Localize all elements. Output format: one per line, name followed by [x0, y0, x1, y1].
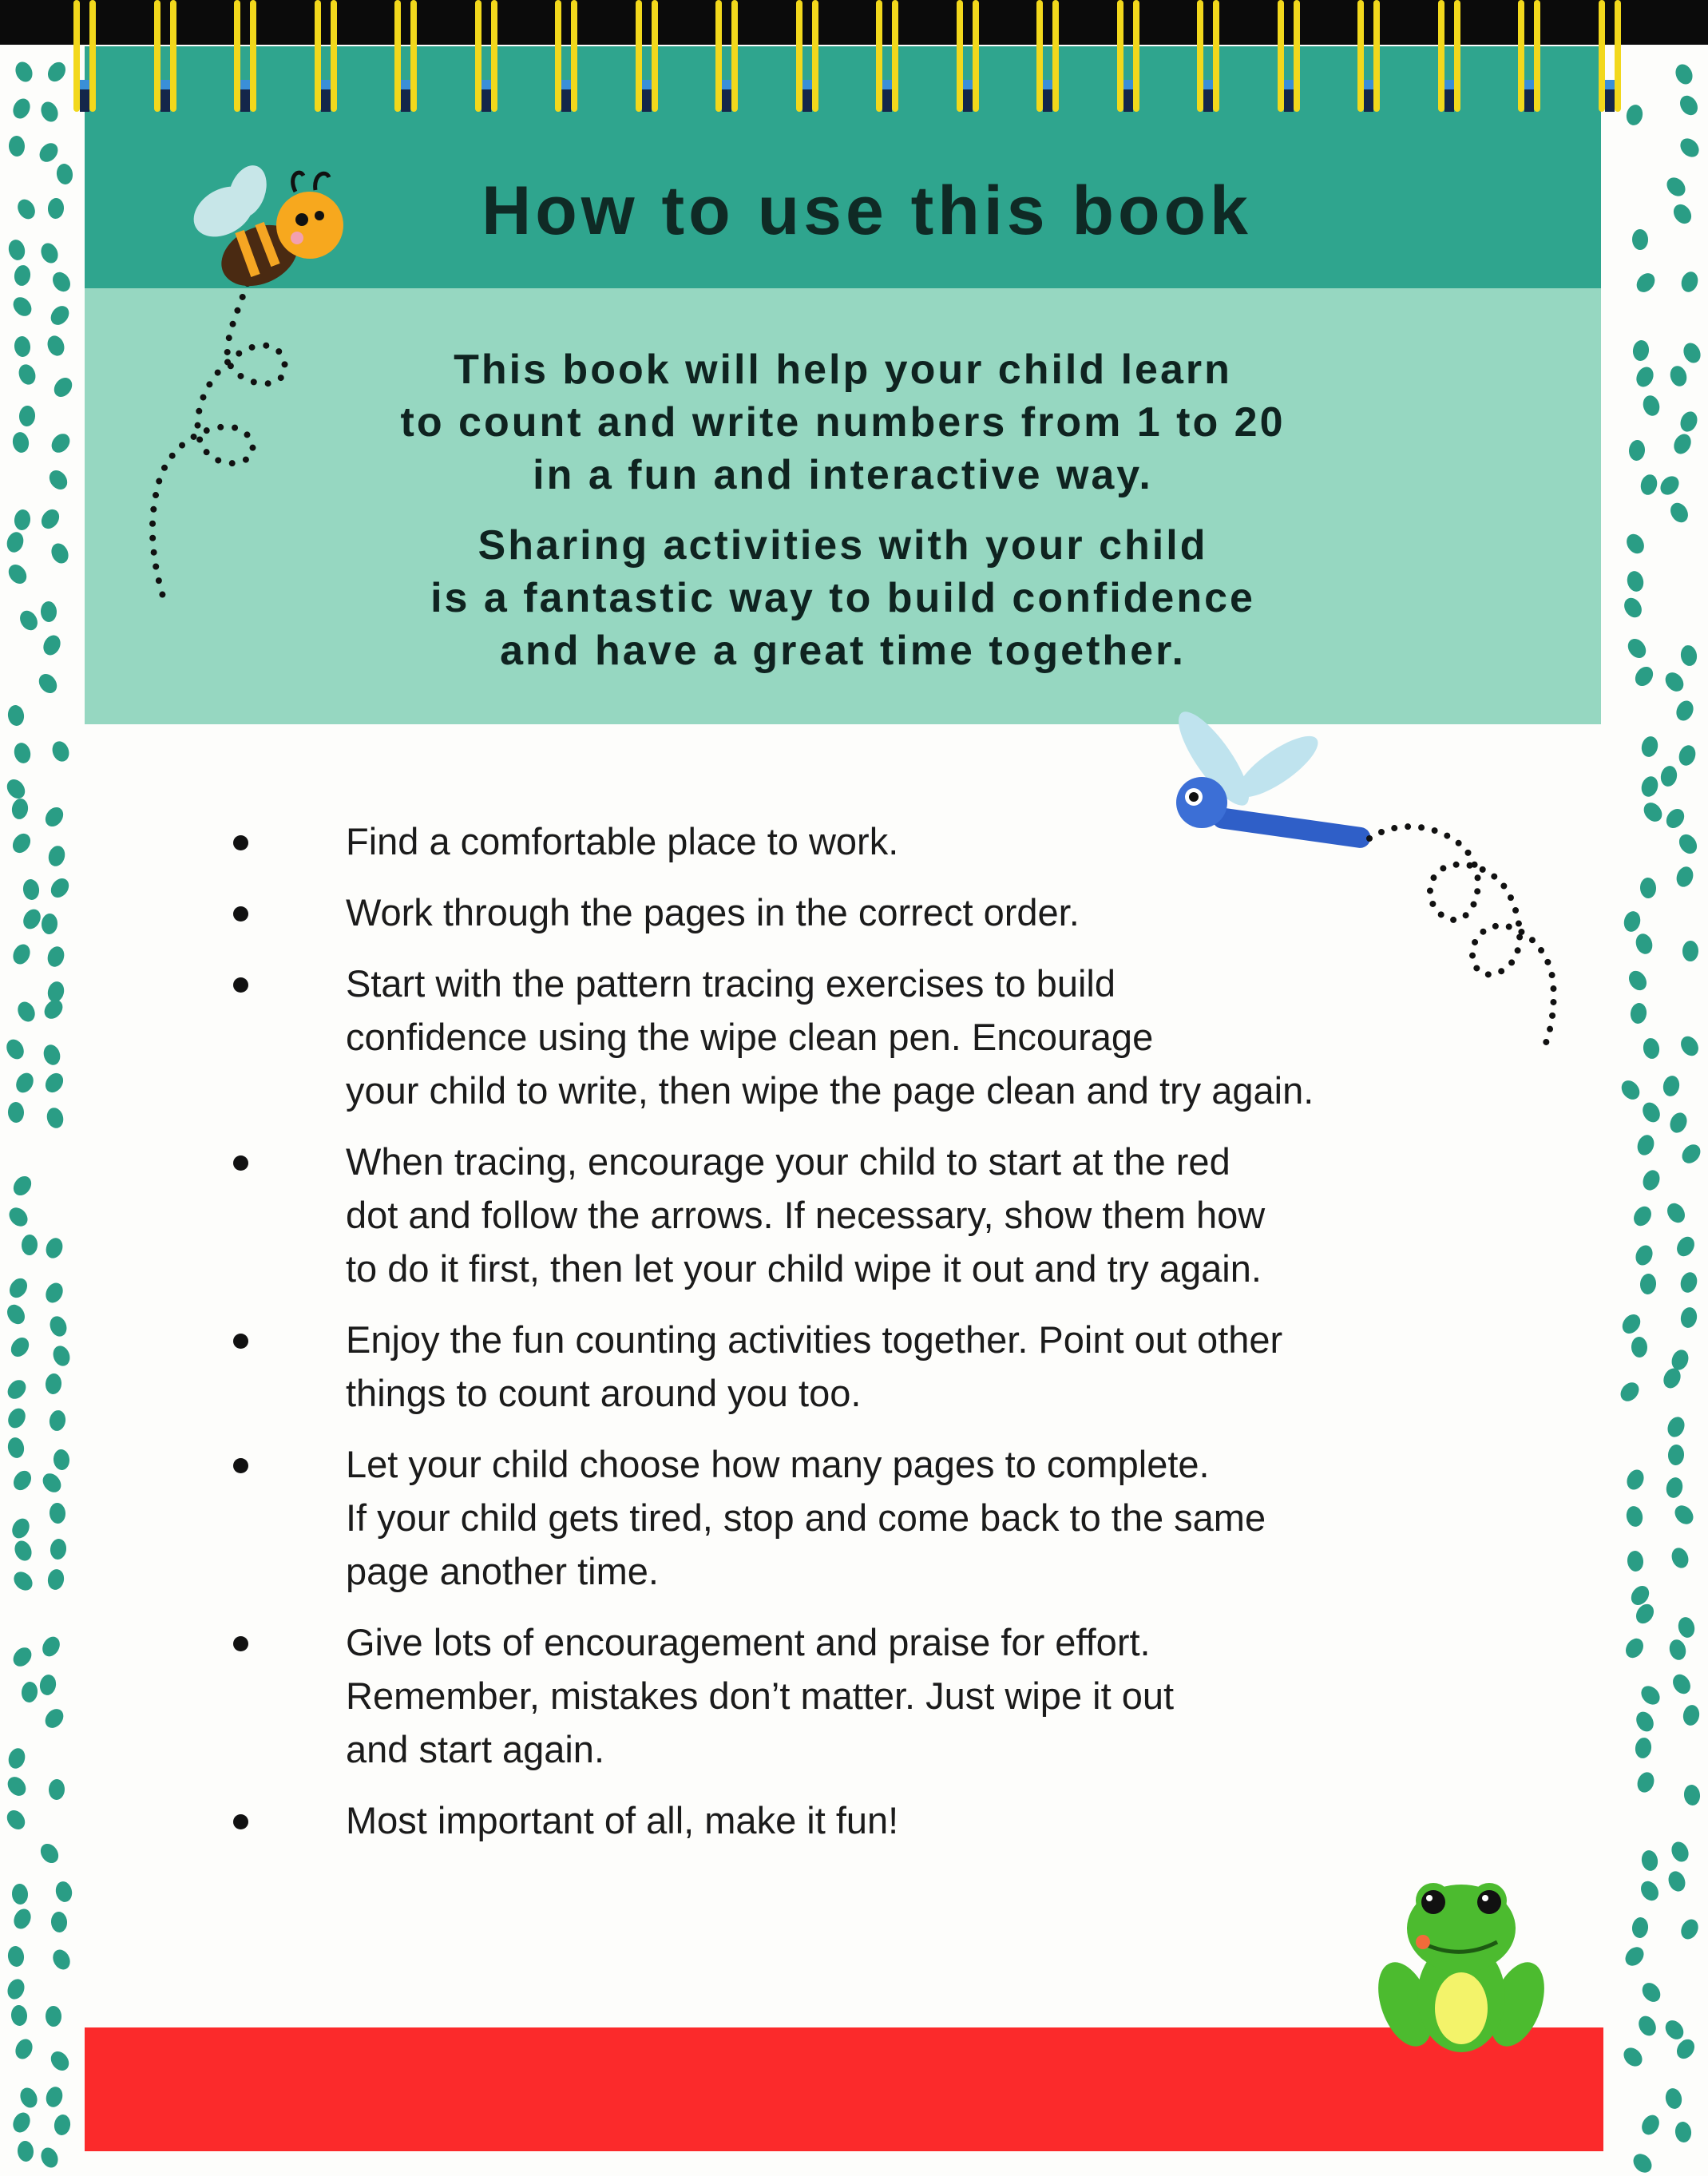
- border-dot: [19, 405, 37, 426]
- border-dot: [1670, 431, 1694, 457]
- border-dot: [1677, 93, 1702, 119]
- border-dot: [1678, 1306, 1698, 1330]
- border-dot: [1679, 270, 1701, 295]
- dragonfly-icon: [1150, 703, 1597, 1070]
- border-dot: [1622, 1944, 1647, 1970]
- border-dot: [47, 1314, 69, 1339]
- border-dot: [1631, 1203, 1655, 1229]
- border-dot: [10, 830, 34, 857]
- list-item-text: Remember, mistakes don’t matter. Just wipe it out: [346, 1675, 1175, 1717]
- border-dot: [9, 136, 26, 157]
- list-item-text: When tracing, encourage your child to start at the red: [346, 1140, 1230, 1183]
- bullet-dot-icon: [233, 1636, 248, 1651]
- border-dot: [1639, 774, 1661, 799]
- border-dot: [49, 1538, 67, 1560]
- border-dot: [1680, 340, 1703, 366]
- border-dot: [14, 999, 38, 1025]
- border-dot: [46, 1568, 65, 1591]
- border-dot: [1666, 1638, 1687, 1663]
- border-dot: [42, 803, 67, 830]
- border-dot: [7, 704, 26, 727]
- border-dot: [1674, 864, 1696, 889]
- border-dot: [46, 844, 67, 869]
- border-dot: [4, 530, 26, 555]
- border-dot: [1631, 1916, 1650, 1939]
- bullet-dot-icon: [233, 1334, 248, 1349]
- border-dot: [5, 1976, 28, 2002]
- border-dot: [1664, 1414, 1687, 1440]
- border-dot: [1624, 1467, 1647, 1492]
- border-dot: [50, 375, 76, 401]
- border-dot: [1659, 764, 1679, 788]
- border-dot: [1678, 1140, 1704, 1167]
- border-dot: [16, 362, 38, 386]
- border-dot: [13, 264, 32, 287]
- border-dot: [1663, 1200, 1688, 1227]
- border-dot: [11, 1884, 29, 1905]
- bullet-dot-icon: [233, 1155, 248, 1171]
- list-item: [224, 1135, 1581, 1295]
- border-dot: [50, 1947, 73, 1972]
- border-dot: [43, 1235, 65, 1260]
- border-dot: [1679, 644, 1698, 668]
- border-dot: [1667, 1445, 1685, 1466]
- border-dot: [1634, 364, 1657, 390]
- border-dot: [1635, 1132, 1657, 1157]
- border-dot: [50, 739, 72, 763]
- border-dot: [48, 2048, 73, 2075]
- border-dot: [47, 197, 65, 219]
- border-dot: [55, 163, 73, 186]
- border-dot: [1639, 473, 1659, 497]
- frog-icon: [1373, 1869, 1549, 2060]
- border-dot: [9, 1644, 34, 1671]
- border-dot: [22, 878, 41, 901]
- bullet-dot-icon: [233, 977, 248, 993]
- border-dot: [1673, 1233, 1698, 1259]
- border-dot: [45, 1106, 65, 1131]
- border-dot: [1632, 339, 1651, 362]
- border-dot: [21, 1234, 38, 1255]
- border-dot: [1627, 1550, 1645, 1572]
- bullet-dot-icon: [233, 1458, 248, 1473]
- list-item: [224, 1615, 1581, 1776]
- border-dot: [7, 1945, 26, 1968]
- border-dot: [1677, 135, 1703, 161]
- border-dot: [42, 1070, 66, 1096]
- border-dot: [45, 333, 67, 359]
- list-item: [224, 1794, 1581, 1847]
- border-dot: [5, 561, 30, 587]
- border-dot: [41, 600, 57, 622]
- border-dot: [1625, 104, 1645, 128]
- border-dot: [3, 1807, 29, 1833]
- border-dot: [49, 1502, 66, 1524]
- border-dot: [1633, 1709, 1657, 1734]
- border-dot: [1682, 1703, 1702, 1726]
- list-item-text: your child to write, then wipe the page clean and try again.: [346, 1069, 1314, 1112]
- border-dot: [44, 2085, 65, 2110]
- border-dot: [10, 293, 35, 319]
- border-dot: [38, 240, 61, 266]
- border-dot: [41, 997, 66, 1023]
- border-dot: [46, 2005, 61, 2026]
- border-dot: [11, 1906, 34, 1932]
- border-dot: [1676, 743, 1698, 768]
- border-dot: [38, 505, 62, 532]
- list-item-text: things to count around you too.: [346, 1372, 862, 1414]
- border-dot: [1674, 2121, 1692, 2143]
- border-dot: [1631, 664, 1656, 690]
- border-dot: [3, 1302, 28, 1328]
- border-dot: [1673, 2036, 1698, 2063]
- border-dot: [1622, 1635, 1647, 1662]
- page-title: How to use this book: [481, 172, 1252, 249]
- border-dot: [1676, 1615, 1697, 1639]
- border-dot: [17, 608, 42, 634]
- list-item-text: Find a comfortable place to work.: [346, 820, 899, 862]
- border-dot: [1663, 174, 1689, 200]
- border-dot: [1638, 1878, 1662, 1904]
- border-dot: [48, 1778, 65, 1800]
- border-dot: [48, 1409, 67, 1432]
- border-dot: [1667, 1110, 1690, 1136]
- border-dot: [1625, 569, 1646, 593]
- border-dot: [17, 2085, 40, 2111]
- border-dot: [10, 941, 33, 967]
- border-dot: [10, 2110, 33, 2135]
- list-item-text: Start with the pattern tracing exercises to build: [346, 962, 1116, 1005]
- border-dot: [1670, 1502, 1696, 1528]
- bullet-dot-icon: [233, 835, 248, 850]
- border-dot: [45, 944, 66, 969]
- border-dot: [1635, 1770, 1657, 1795]
- border-dot: [1662, 1074, 1682, 1098]
- border-dot: [1639, 1100, 1663, 1125]
- border-dot: [1639, 735, 1660, 759]
- border-dot: [1619, 1076, 1644, 1103]
- list-item-text: Enjoy the fun counting activities together. Point out other: [346, 1318, 1283, 1361]
- border-dot: [1640, 1849, 1660, 1873]
- border-dot: [1669, 1545, 1691, 1570]
- border-dot: [39, 1634, 63, 1660]
- border-dot: [13, 335, 31, 358]
- border-dot: [10, 1568, 37, 1595]
- list-item-text: confidence using the wipe clean pen. Encourage: [346, 1016, 1154, 1058]
- border-dot: [1666, 1869, 1688, 1895]
- intro-line: in a fun and interactive way.: [533, 452, 1153, 498]
- border-dot: [7, 1334, 33, 1361]
- border-dot: [3, 1036, 27, 1062]
- border-dot: [1673, 698, 1696, 723]
- intro-line: Sharing activities with your child: [478, 522, 1208, 569]
- border-dot: [1672, 61, 1695, 87]
- border-dot: [1619, 1310, 1644, 1337]
- border-dot: [36, 139, 61, 165]
- border-dot: [1630, 2150, 1655, 2176]
- border-dot: [1621, 595, 1646, 621]
- border-dot: [1682, 1783, 1701, 1805]
- border-dot: [1664, 2087, 1684, 2111]
- border-dot: [1625, 1504, 1645, 1528]
- border-dot: [13, 59, 36, 85]
- border-dot: [1634, 1736, 1653, 1759]
- list-item-text: Let your child choose how many pages to complete.: [346, 1443, 1210, 1485]
- border-dot: [6, 1436, 26, 1459]
- border-dot: [48, 874, 73, 901]
- list-item-text: and start again.: [346, 1728, 604, 1770]
- border-dot: [40, 632, 63, 658]
- border-dot: [1675, 830, 1700, 857]
- border-dot: [1635, 2012, 1659, 2038]
- border-dot: [47, 303, 73, 329]
- border-dot: [11, 431, 30, 454]
- border-dot: [20, 906, 44, 931]
- list-item-text: page another time.: [346, 1550, 659, 1592]
- border-dot: [1622, 910, 1643, 933]
- border-dot: [10, 2004, 28, 2027]
- border-dot: [1639, 799, 1665, 826]
- border-dot: [49, 269, 73, 295]
- border-dot: [12, 741, 33, 765]
- border-dot: [1625, 967, 1650, 993]
- list-item: [224, 1437, 1581, 1598]
- border-dot: [3, 775, 29, 802]
- border-dot: [4, 1377, 30, 1403]
- border-dot: [38, 1840, 62, 1866]
- border-dot: [50, 1343, 73, 1368]
- border-dot: [1641, 394, 1662, 418]
- border-dot: [11, 1538, 34, 1564]
- border-dot: [42, 1706, 67, 1732]
- border-dot: [1682, 941, 1698, 961]
- border-dot: [20, 1681, 38, 1703]
- border-dot: [45, 1373, 62, 1395]
- list-item-text: Give lots of encouragement and praise for effort.: [346, 1621, 1151, 1663]
- border-dot: [1629, 1002, 1647, 1025]
- border-dot: [38, 99, 61, 125]
- border-dot: [1678, 1270, 1700, 1294]
- list-item-text: Most important of all, make it fun!: [346, 1799, 899, 1841]
- list-item-text: Work through the pages in the correct order.: [346, 891, 1080, 933]
- border-dot: [48, 541, 71, 566]
- border-dot: [53, 2114, 71, 2137]
- border-dot: [1678, 1916, 1702, 1942]
- border-dot: [7, 1102, 24, 1124]
- border-dot: [5, 1405, 29, 1431]
- border-dot: [1678, 409, 1701, 434]
- border-dot: [1667, 364, 1689, 389]
- border-dot: [4, 1773, 30, 1799]
- intro-line: is a fantastic way to build confidence: [430, 575, 1255, 621]
- border-dot: [10, 96, 33, 121]
- border-dot: [9, 1515, 33, 1540]
- border-dot: [1663, 806, 1689, 832]
- border-dot: [14, 196, 38, 222]
- border-dot: [38, 1674, 57, 1697]
- border-dot: [1639, 1980, 1664, 2006]
- border-dot: [45, 58, 69, 85]
- border-dot: [1670, 201, 1694, 228]
- border-dot: [1639, 1274, 1657, 1296]
- border-dot: [53, 1881, 73, 1904]
- border-dot: [6, 1203, 31, 1230]
- border-dot: [1640, 878, 1657, 899]
- border-dot: [10, 797, 30, 820]
- border-dot: [1633, 932, 1655, 957]
- border-dot: [1633, 269, 1658, 295]
- border-dot: [6, 1274, 30, 1301]
- border-dot: [1617, 1378, 1643, 1405]
- list-item-text: dot and follow the arrows. If necessary, show them how: [346, 1194, 1266, 1236]
- border-dot: [43, 1280, 67, 1306]
- border-dot: [1633, 1243, 1656, 1268]
- border-dot: [48, 430, 73, 457]
- list-item-text: If your child gets tired, stop and come back to the same: [346, 1496, 1266, 1539]
- border-dot: [14, 509, 32, 531]
- border-dot: [7, 238, 28, 262]
- intro-line: and have a great time together.: [500, 628, 1186, 674]
- border-dot: [10, 1467, 34, 1493]
- border-dot: [46, 466, 71, 493]
- border-dot: [1662, 668, 1687, 695]
- bullet-dot-icon: [233, 1814, 248, 1829]
- border-dot: [41, 914, 58, 935]
- border-dot: [1664, 1476, 1685, 1500]
- border-dot: [35, 671, 61, 697]
- border-dot: [1670, 1671, 1694, 1698]
- border-dot: [6, 1746, 28, 1770]
- border-dot: [1628, 439, 1646, 462]
- bullet-dot-icon: [233, 906, 248, 922]
- border-dot: [1657, 472, 1682, 498]
- list-item-text: to do it first, then let your child wipe it out and try again.: [346, 1247, 1262, 1290]
- intro-line: to count and write numbers from 1 to 20: [400, 399, 1286, 446]
- border-dot: [1624, 636, 1650, 662]
- border-dot: [42, 1042, 63, 1067]
- border-dot: [1667, 499, 1692, 525]
- border-dot: [1678, 1033, 1702, 1060]
- border-dot: [1640, 1167, 1662, 1193]
- border-dot: [1619, 2044, 1645, 2071]
- list-item: [224, 1313, 1581, 1420]
- border-dot: [1631, 1337, 1648, 1358]
- border-dot: [10, 1173, 34, 1199]
- border-dot: [52, 1449, 69, 1472]
- bee-icon: [128, 144, 383, 623]
- border-dot: [1623, 531, 1647, 557]
- border-dot: [1639, 2111, 1662, 2138]
- border-dot: [13, 2036, 36, 2062]
- border-dot: [1642, 1037, 1661, 1060]
- border-dot: [50, 1911, 68, 1932]
- border-dot: [39, 1469, 65, 1496]
- border-dot: [1668, 1839, 1691, 1865]
- intro-line: This book will help your child learn: [454, 347, 1232, 393]
- border-dot: [38, 2145, 61, 2170]
- border-dot: [1632, 229, 1648, 250]
- border-dot: [13, 1070, 37, 1096]
- border-dot: [1638, 1683, 1664, 1709]
